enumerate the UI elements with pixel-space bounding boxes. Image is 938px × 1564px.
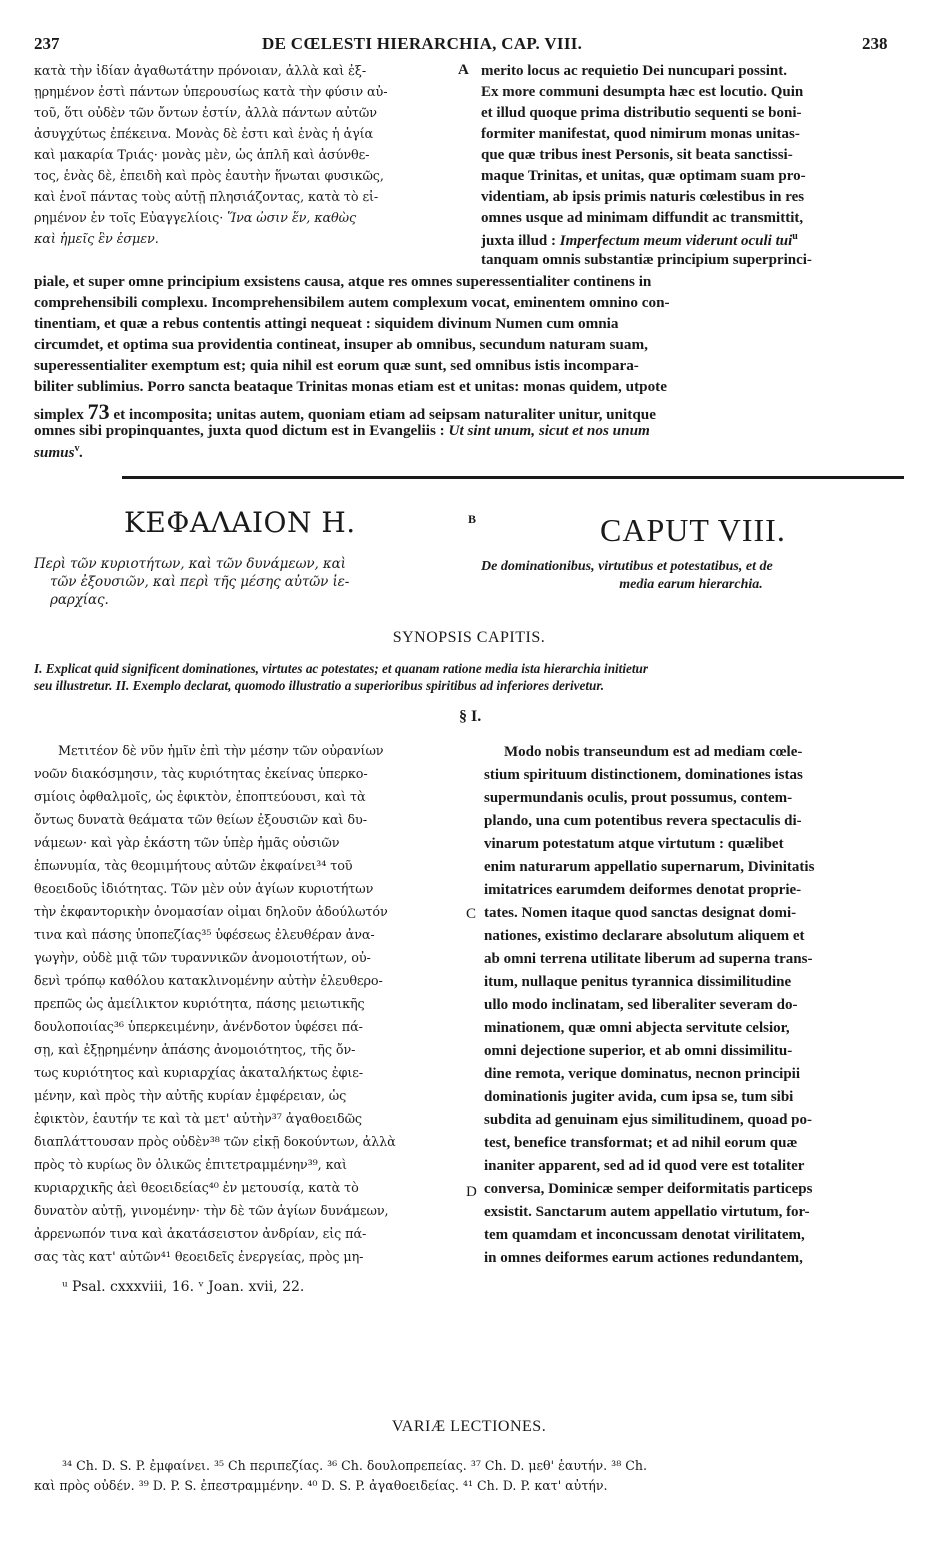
period: . (79, 444, 84, 462)
latin-line: subdita ad genuinam ejus similitudinem, quoad po- (484, 1112, 813, 1128)
latin-line: dominationis jugiter avida, cum ipsa se, tum sibi (484, 1089, 794, 1105)
greek-chapter-title: ΚΕΦΑΛΑΙΟΝ Η. (124, 506, 356, 539)
synopsis-line: I. Explicat quid significent dominationes, virtutes ac potestates; et quanam ratione media ista hierarchia initietur (34, 661, 648, 676)
latin-line (481, 231, 901, 250)
variant-line: ³⁴ Ch. D. S. P. ἐμφαίνει. ³⁵ Ch περιπεζίας. ³⁶ Ch. δουλοπρεπείας. ³⁷ Ch. D. μεθ' ἑαυτήν. ³⁸ Ch. (62, 1458, 648, 1473)
latin-line: inaniter apparent, sed ad id quod vere est totaliter (484, 1158, 805, 1174)
greek-line: διαπλάττουσαν πρὸς οὐδὲν³⁸ τῶν εἰκῇ δοκούντων, ἀλλὰ (34, 1135, 396, 1150)
gospel-quote: Ut sint unum, sicut et nos unum (448, 422, 650, 439)
greek-line: σῃ, καὶ ἐξῃρημένην ἁπάσης ἀνομοιότητος, τῆς ὄν- (34, 1043, 356, 1058)
footnotes: ᵘ Psal. cxxxviii, 16. ᵛ Joan. xvii, 22. (62, 1279, 305, 1295)
latin-line: videntiam, ab ipsis primis naturis cœlestibus in res (481, 189, 805, 205)
greek-line: πρεπῶς ὡς ἀμείλικτον κυριότητα, πάσης μειωτικῆς (34, 997, 365, 1012)
latin-subtitle-line: De dominationibus, virtutibus et potestatibus, et de (481, 559, 773, 574)
chapter-separator-rule (122, 476, 904, 479)
latin-line: Ex more communi desumpta hæc est locutio. Quin (481, 84, 804, 100)
latin-subtitle-line: media earum hierarchia. (619, 577, 763, 592)
greek-line: ἐφικτὸν, ἑαυτήν τε καὶ τὰ μετ' αὐτὴν³⁷ ἀγαθοειδῶς (34, 1112, 362, 1127)
latin-line: omnes usque ad minimam diffundit ac transmittit, (481, 210, 804, 226)
latin-line: enim naturarum appellatio supernarum, Divinitatis (484, 859, 815, 875)
latin-line: omni dejectione superior, et ab omni dissimilitu- (484, 1043, 793, 1059)
latin-line: itum, nullaque penitus tyrannica dissimilitudine (484, 974, 792, 990)
variae-lectiones-title: VARIÆ LECTIONES. (391, 1418, 547, 1435)
latin-line: Modo nobis transeundum est ad mediam cœle- (504, 744, 803, 760)
greek-line: τως κυριότητος καὶ κυριαρχίας ἀκαταλήκτως ἐφιε- (34, 1066, 364, 1081)
full-line (34, 422, 904, 440)
greek-line: σμίοις ὀφθαλμοῖς, ὡς ἐφικτὸν, ἐποπτεύουσι, καὶ τὰ (34, 790, 366, 805)
greek-line: ἀσυγχύτως ἐπέκεινα. Μονὰς δὲ ἐστι καὶ ἑνὰς ἡ ἁγία (34, 127, 374, 142)
footnote-ref-v: v (74, 443, 80, 454)
greek-text: ρημένον ἐν τοῖς Εὐαγγελίοις· (34, 211, 224, 226)
full-line: piale, et super omne principium exsistens causa, atque res omnes superessentialiter continens in (34, 273, 652, 290)
simplex-word: simplex (34, 406, 84, 423)
latin-line: et illud quoque prima distributio sequenti se boni- (481, 105, 802, 121)
latin-line: ullo modo inclinatam, sed liberaliter severam do- (484, 997, 798, 1013)
synopsis-title: SYNOPSIS CAPITIS. (392, 629, 546, 646)
latin-line: exsistit. Sanctarum autem appellatio virtutum, for- (484, 1204, 810, 1220)
latin-line: in omnes deiformes earum actiones redundantem, (484, 1250, 803, 1266)
latin-line: formiter manifestat, quod nimirum monas unitas- (481, 126, 800, 142)
latin-line: tanquam omnis substantiæ principium superprinci- (481, 252, 812, 268)
margin-letter-b: B (468, 512, 477, 526)
latin-line: plando, una cum potentibus revera spectaculis di- (484, 813, 802, 829)
greek-line: τινα καὶ πάσης ὑποπεζίας³⁵ ὑφέσεως ἐλευθέραν ἀνα- (34, 928, 375, 943)
full-line (34, 443, 904, 462)
greek-line: τὴν ἐκφαντορικὴν ὀνομασίαν οἶμαι δηλοῦν ἀδούλωτόν (34, 905, 388, 920)
greek-gospel-quote: Ἵνα ὦσιν ἕν, καθὼς (227, 211, 357, 226)
greek-line: γωγὴν, οὐδὲ μιᾷ τῶν τυραννικῶν ἀνομοιοτήτων, οὐ- (34, 951, 371, 966)
latin-line: nationes, existimo declarare absolutum aliquem et (484, 928, 805, 944)
latin-line: supermundanis oculis, prout possumus, contem- (484, 790, 793, 806)
greek-subtitle-line: τῶν ἐξουσιῶν, καὶ περὶ τῆς μέσης αὐτῶν ἱε- (50, 574, 350, 590)
greek-line: πρὸς τὸ κυρίως ὂν ὁλικῶς ἐπιτετραμμένην³⁹, καὶ (34, 1158, 347, 1173)
greek-line: καὶ ἑνοῖ πάντας τοὺς αὐτῇ πλησιάζοντας, κατὰ τὸ εἰ- (34, 190, 379, 205)
latin-line: ab omni terrena utilitate liberum ad superna trans- (484, 951, 813, 967)
latin-line: maque Trinitas, et unitas, quæ optimam suam pro- (481, 168, 806, 184)
latin-line: que quæ tribus inest Personis, sit beata sanctissi- (481, 147, 793, 163)
latin-line: merito locus ac requietio Dei nuncupari possint. (481, 63, 787, 79)
latin-chapter-title: CAPUT VIII. (600, 512, 786, 548)
page-number-right: 238 (862, 34, 888, 53)
greek-line: ἐπωνυμία, τὰς θεομιμήτους αὐτῶν ἐκφαίνει³⁴ τοῦ (34, 859, 353, 874)
greek-line: τοῦ, ὅτι οὐδὲν τῶν ὄντων ἐστίν, ἀλλὰ πάντων αὐτῶν (34, 106, 377, 121)
latin-psalm-quote: Imperfectum meum viderunt oculi tui (559, 233, 793, 249)
full-line: circumdet, et optima sua providentia contineat, insuper ab omnibus, secundum naturam suam, (34, 336, 648, 353)
full-line: biliter sublimius. Porro sancta beataque Trinitas monas etiam est et unitas: monas quidem, utpote (34, 378, 667, 395)
latin-line: tem quamdam et inconcussam denotat virilitatem, (484, 1227, 805, 1243)
greek-line: τος, ἑνὰς δὲ, ἐπειδὴ καὶ πρὸς ἑαυτὴν ἥνωται φυσικῶς, (34, 169, 384, 184)
last-word: sumus (34, 444, 75, 462)
column-number: 73 (87, 399, 110, 424)
latin-line: dine remota, verique dominatus, necnon principii (484, 1066, 800, 1082)
latin-text: juxta illud : (481, 233, 557, 249)
footnote-ref-u: u (792, 231, 798, 242)
greek-line: σας τὰς κατ' αὐτῶν⁴¹ θεοειδεῖς ἐνεργείας, πρὸς μη- (34, 1250, 364, 1265)
full-line: superessentialiter exemptum est; quia nihil est eorum quæ sunt, sed omnibus istis incompara- (34, 357, 639, 374)
margin-letter-d: D (466, 1184, 477, 1200)
latin-line: conversa, Dominicæ semper deiformitatis particeps (484, 1181, 813, 1197)
latin-line: tates. Nomen itaque quod sanctas designat domi- (484, 905, 797, 921)
greek-subtitle-line: Περὶ τῶν κυριοτήτων, καὶ τῶν δυνάμεων, καὶ (34, 556, 346, 572)
greek-line: Μετιτέον δὲ νῦν ἡμῖν ἐπὶ τὴν μέσην τῶν οὐρανίων (58, 744, 384, 759)
latin-line: stium spirituum distinctionem, dominationes istas (484, 767, 803, 783)
greek-line: ὄντως δυνατὰ θεάματα τῶν θείων ἐξουσιῶν καὶ δυ- (34, 813, 367, 828)
latin-line: test, benefice transformat; et ad nihil eorum quæ (484, 1135, 798, 1151)
margin-letter-a: A (458, 62, 469, 78)
greek-line: μένην, καὶ πρὸς τὴν αὐτῆς κυρίαν ἐμφέρειαν, ὡς (34, 1089, 347, 1104)
running-title: DE CŒLESTI HIERARCHIA, CAP. VIII. (262, 34, 583, 53)
greek-line: καὶ μακαρία Τριάς· μονὰς μὲν, ὡς ἁπλῆ καὶ ἀσύνθε- (34, 148, 370, 163)
greek-line: νάμεων· καὶ γὰρ ἑκάστη τῶν ὑπὲρ ἡμᾶς οὐσιῶν (34, 836, 340, 851)
greek-line: δουλοποιίας³⁶ ὑπερκειμένην, ἀνένδοτον ὑφέσει πά- (34, 1020, 363, 1035)
greek-line: κυριαρχικῆς ἀεὶ θεοειδείας⁴⁰ ἐν μετουσίᾳ, κατὰ τὸ (34, 1181, 359, 1196)
full-line: comprehensibili complexu. Incomprehensibilem autem complexum vocat, eminentem omnino con- (34, 294, 670, 311)
page-number-left: 237 (34, 34, 60, 53)
latin-line: minationem, quæ omni abjecta servitute celsior, (484, 1020, 790, 1036)
latin-line: imitatrices earumdem deiformes denotat proprie- (484, 882, 802, 898)
greek-line: ῃρημένον ἐστὶ πάντων ὑπερουσίως κατὰ τὴν φύσιν αὐ- (34, 85, 388, 100)
variant-line: καὶ πρὸς οὐδέν. ³⁹ D. P. S. ἐπεστραμμένην. ⁴⁰ D. S. P. ἀγαθοειδείας. ⁴¹ Ch. D. P. κατ' αὐτήν. (34, 1478, 608, 1493)
greek-line (34, 211, 464, 226)
synopsis-line: seu illustretur. II. Exemplo declarat, quomodo illustratio a superioribus spiritibus ad inferiores derivetur. (34, 678, 605, 693)
greek-line: νοῶν διακόσμησιν, τὰς κυριότητας ἐκείνας ὑπερκο- (34, 767, 368, 782)
section-mark: § I. (459, 708, 482, 725)
full-line: tinentiam, et quæ a rebus contentis attingi nequeat : siquidem divinum Numen cum omnia (34, 315, 619, 332)
latin-line: vinarum potestatum atque virtutum : quælibet (484, 836, 784, 852)
greek-line: κατὰ τὴν ἰδίαν ἀγαθωτάτην πρόνοιαν, ἀλλὰ καὶ ἐξ- (34, 64, 367, 79)
full-text: omnes sibi propinquantes, juxta quod dictum est in Evangeliis : (34, 422, 445, 439)
greek-line: ἀρρενωπόν τινα καὶ ἀκατάσειστον ἀνδρίαν, εἰς πά- (34, 1227, 367, 1242)
margin-letter-c: C (466, 906, 477, 922)
greek-line: δυνατὸν αὐτῇ, γινομένην· τὴν δὲ τῶν ἁγίων δυνάμεων, (34, 1204, 389, 1219)
full-text: et incomposita; unitas autem, quoniam etiam ad seipsam naturaliter unitur, unitque (113, 406, 656, 423)
greek-subtitle-line: ραρχίας. (50, 592, 109, 608)
greek-line: θεοειδοῦς ἰδιότητας. Τῶν μὲν οὖν ἁγίων κυριοτήτων (34, 882, 374, 897)
greek-line: καὶ ἡμεῖς ἓν ἐσμεν. (34, 232, 159, 247)
greek-line: δενὶ τρόπῳ καθόλου κατακλινομένην αὐτὴν ἐλευθερο- (34, 974, 383, 989)
